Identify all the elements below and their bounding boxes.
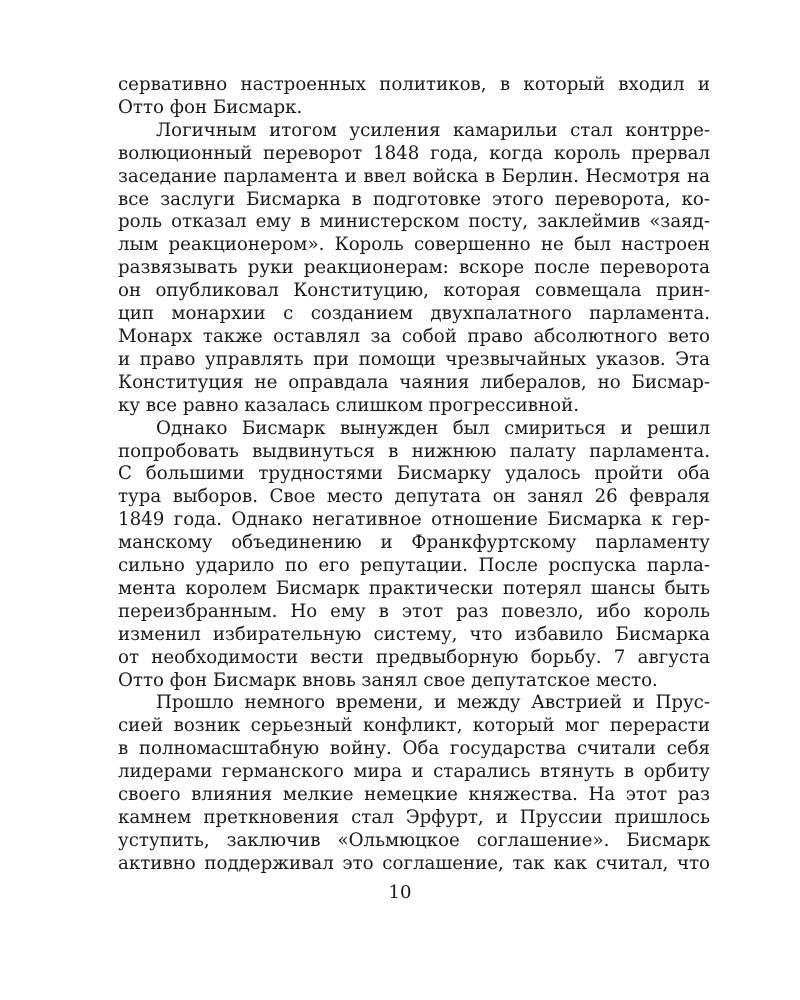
text-line: Конституция не оправдала чаяния либералов, но Бисмар- bbox=[118, 371, 710, 393]
paragraph bbox=[118, 692, 710, 875]
text-line: заседание парламента и ввел войска в Берлин. Несмотря на bbox=[118, 165, 710, 187]
text-line: он опубликовал Конституцию, которая совмещала прин- bbox=[118, 280, 710, 302]
text-line: камнем преткновения стал Эрфурт, и Пруссии пришлось bbox=[118, 807, 710, 828]
text-line: сильно ударило по его репутации. После роспуска парла- bbox=[118, 555, 710, 577]
text-line: Однако Бисмарк вынужден был смириться и решил bbox=[156, 417, 710, 439]
text-line: попробовать выдвинуться в нижнюю палату парламента. bbox=[118, 440, 710, 462]
text-line: в полномасштабную войну. Оба государства считали себя bbox=[118, 738, 710, 760]
text-line: от необходимости вести предвыборную борьбу. 7 августа bbox=[118, 646, 710, 668]
paragraph bbox=[118, 120, 710, 418]
text-line: уступить, заключив «Ольмюцкое соглашение». Бисмарк bbox=[118, 829, 710, 851]
paragraph bbox=[118, 418, 710, 693]
page-number: 10 bbox=[388, 882, 412, 903]
text-line: лым реакционером». Король совершенно не был настроен bbox=[118, 234, 710, 256]
text-line: С большими трудностями Бисмарку удалось пройти оба bbox=[118, 463, 710, 485]
text-line: изменил избирательную систему, что избавило Бисмарка bbox=[118, 623, 710, 645]
paragraph bbox=[118, 74, 710, 120]
text-line: мента королем Бисмарк практически потерял шансы быть bbox=[118, 577, 710, 599]
text-line: переизбранным. Но ему в этот раз повезло, ибо король bbox=[118, 600, 710, 622]
text-line: Отто фон Бисмарк вновь занял свое депутатское место. bbox=[118, 669, 658, 691]
text-line: тура выборов. Свое место депутата он занял 26 февраля bbox=[118, 486, 710, 508]
text-line: Прошло немного времени, и между Австрией и Прус- bbox=[156, 692, 710, 714]
text-line: активно поддерживал это соглашение, так как считал, что bbox=[118, 852, 710, 874]
text-line: все заслуги Бисмарка в подготовке этого переворота, ко- bbox=[118, 188, 710, 210]
text-line: ку все равно казалась слишком прогрессивной. bbox=[118, 394, 580, 416]
text-line: Отто фон Бисмарк. bbox=[118, 96, 303, 118]
text-line: Логичным итогом усиления камарильи стал контрре- bbox=[156, 119, 710, 141]
text-line: волюционный переворот 1848 года, когда король прервал bbox=[118, 142, 710, 164]
text-line: 1849 года. Однако негативное отношение Бисмарка к гер- bbox=[118, 509, 710, 531]
text-line: своего влияния мелкие немецкие княжества. На этот раз bbox=[118, 784, 710, 806]
text-line: цип монархии с созданием двухпалатного парламента. bbox=[118, 303, 710, 325]
text-line: развязывать руки реакционерам: вскоре после переворота bbox=[118, 257, 710, 279]
text-line: Монарх также оставлял за собой право абсолютного вето bbox=[118, 325, 710, 347]
text-line: сией возник серьезный конфликт, который мог перерасти bbox=[118, 715, 710, 737]
text-line: сервативно настроенных политиков, в который входил и bbox=[118, 74, 710, 95]
page-body bbox=[118, 74, 710, 876]
text-line: манскому объединению и Франкфуртскому парламенту bbox=[118, 532, 710, 554]
text-line: роль отказал ему в министерском посту, заклеймив «заяд- bbox=[118, 211, 710, 233]
text-line: лидерами германского мира и старались втянуть в орбиту bbox=[118, 761, 710, 783]
text-line: и право управлять при помощи чрезвычайных указов. Эта bbox=[118, 348, 710, 370]
